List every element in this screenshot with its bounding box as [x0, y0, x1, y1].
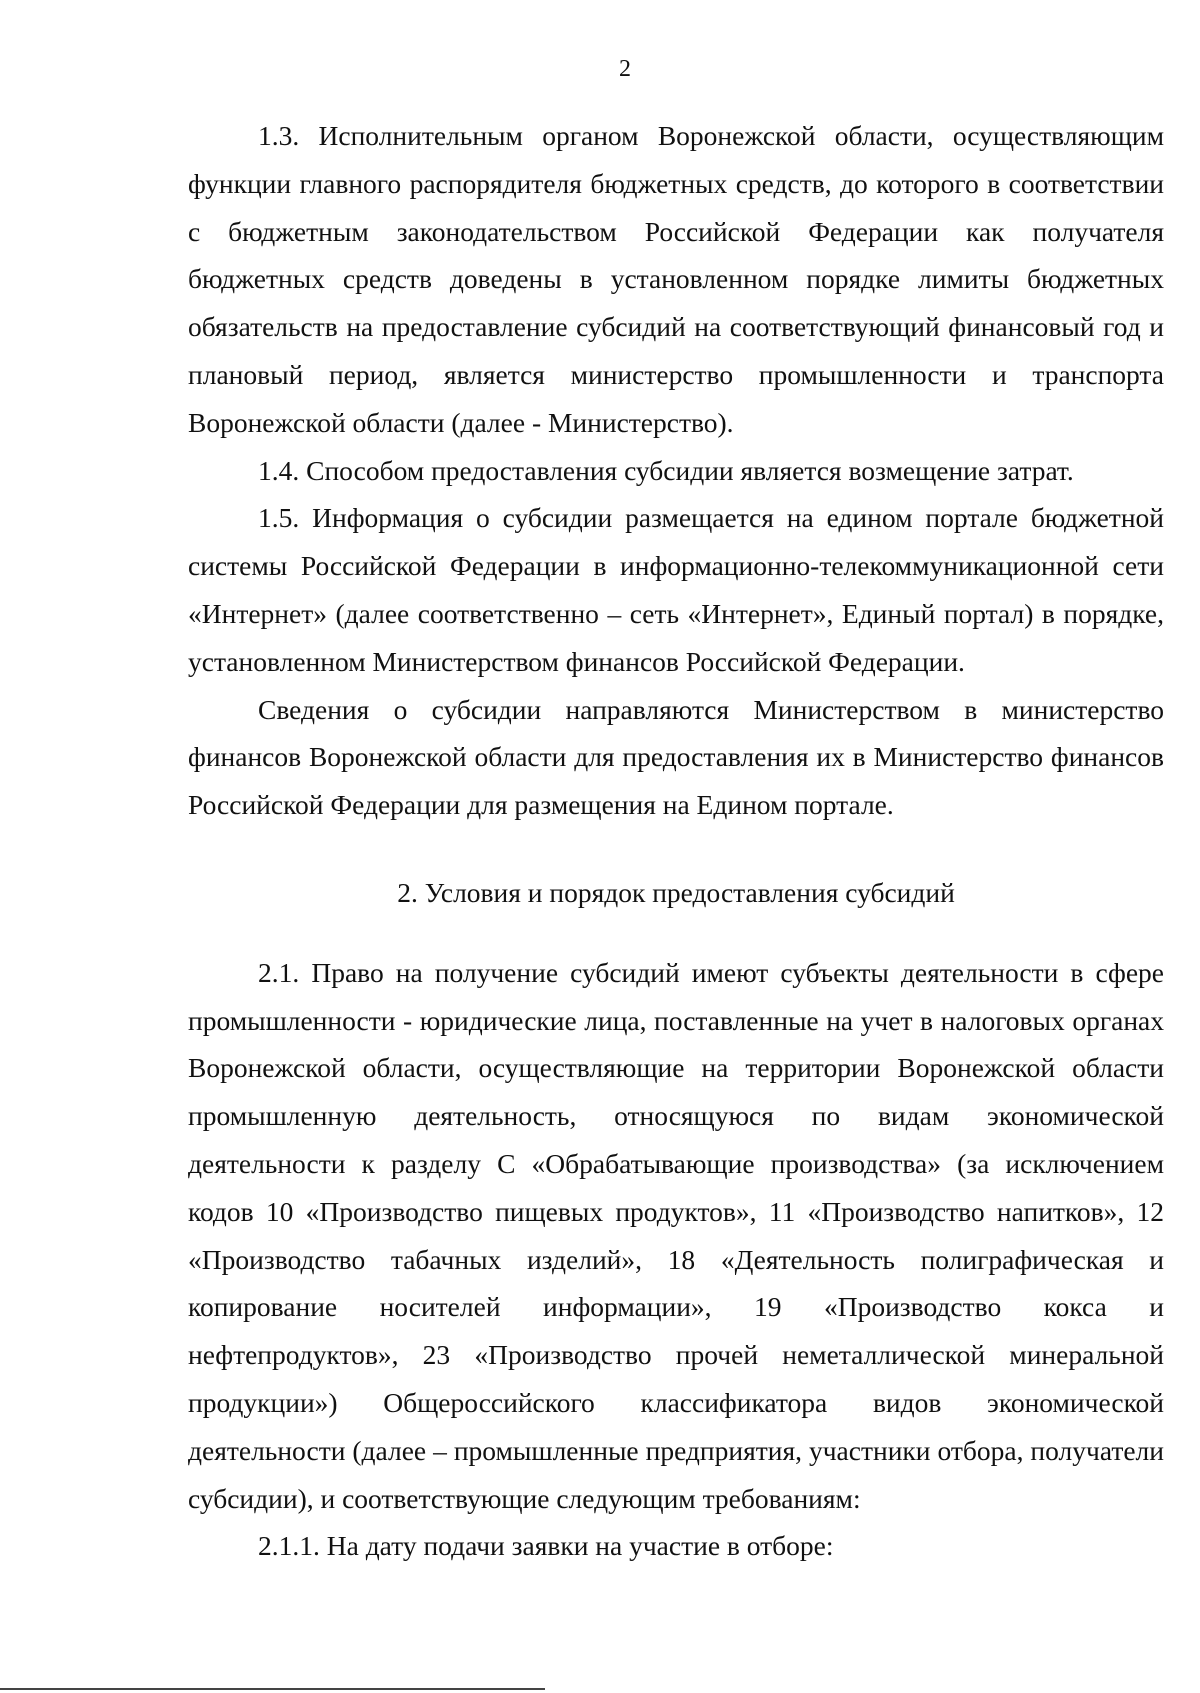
bottom-divider	[0, 1688, 545, 1690]
section-heading: 2. Условия и порядок предоставления субсидий	[397, 876, 955, 908]
paragraph-1-4: 1.4. Способом предоставления субсидии является возмещение затрат.	[258, 454, 1074, 486]
document-body	[188, 112, 1164, 1570]
paragraph-2-1-1: 2.1.1. На дату подачи заявки на участие в отборе:	[258, 1530, 834, 1562]
paragraph-2-1: 2.1. Право на получение субсидий имеют субъекты деятельности в сфере промышленности - юридические лица, поставленные на учет в налоговых органах Воронежской области, осуществляющие на территории Воронежской области промышленную деятельность, относящуюся по видам экономической деятельности к разделу С «Обрабатывающие производства» (за исключением кодов 10 «Производство пищевых продуктов», 11 «Производство напитков», 12 «Производство табачных изделий», 18 «Деятельность полиграфическая и копирование носителей информации», 19 «Производство кокса и нефтепродуктов», 23 «Производство прочей неметаллической минеральной продукции») Общероссийского классификатора видов экономической деятельности (далее – промышленные предприятия, участники отбора, получатели субсидии), и соответствующие следующим требованиям:	[188, 956, 1164, 1514]
paragraph-1-3: 1.3. Исполнительным органом Воронежской области, осуществляющим функции главного распорядителя бюджетных средств, до которого в соответствии с бюджетным законодательством Российской Федерации как получателя бюджетных средств доведены в установленном порядке лимиты бюджетных обязательств на предоставление субсидий на соответствующий финансовый год и плановый период, является министерство промышленности и транспорта Воронежской области (далее - Министерство).	[188, 120, 1164, 438]
page-number: 2	[619, 56, 631, 82]
paragraph-subsidy-info: Сведения о субсидии направляются Министерством в министерство финансов Воронежской области для предоставления их в Министерство финансов Российской Федерации для размещения на Едином портале.	[188, 693, 1164, 821]
paragraph-1-5: 1.5. Информация о субсидии размещается на едином портале бюджетной системы Российской Федерации в информационно-телекоммуникационной сети «Интернет» (далее соответственно – сеть «Интернет», Единый портал) в порядке, установленном Министерством финансов Российской Федерации.	[188, 502, 1164, 677]
